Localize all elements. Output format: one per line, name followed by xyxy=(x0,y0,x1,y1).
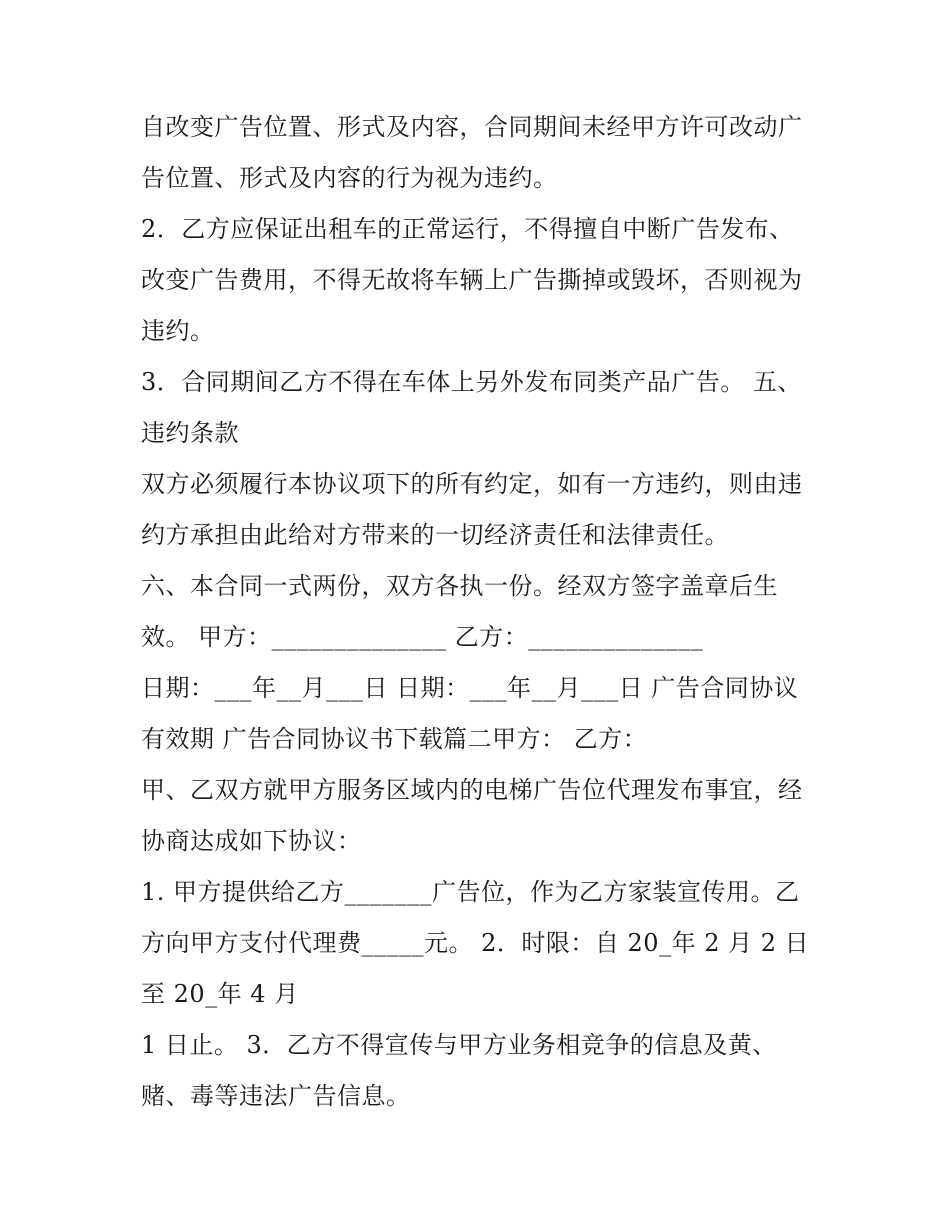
signature-line: 效。 甲方：______________ 乙方：______________ xyxy=(141,623,704,651)
text-line: 赌、毒等违法广告信息。 xyxy=(141,1082,411,1110)
text-line: 1 日止。 3．乙方不得宣传与甲方业务相竞争的信息及黄、 xyxy=(141,1031,777,1059)
text-line: 2．乙方应保证出租车的正常运行，不得擅自中断广告发布、 xyxy=(141,215,794,243)
section-heading: 违约条款 xyxy=(141,419,239,447)
text-line: 违约。 xyxy=(141,317,215,345)
text-line: 协商达成如下协议： xyxy=(141,827,362,855)
text-line: 至 20_年 4 月 xyxy=(141,980,299,1008)
text-line: 告位置、形式及内容的行为视为违约。 xyxy=(141,164,558,192)
text-line: 双方必须履行本协议项下的所有约定，如有一方违约，则由违 xyxy=(141,470,803,498)
text-line: 有效期 广告合同协议书下载篇二甲方： 乙方： xyxy=(141,725,648,753)
text-line: 自改变广告位置、形式及内容，合同期间未经甲方许可改动广 xyxy=(141,113,803,141)
text-line: 改变广告费用，不得无故将车辆上广告撕掉或毁坏，否则视为 xyxy=(141,266,803,294)
text-line: 约方承担由此给对方带来的一切经济责任和法律责任。 xyxy=(141,521,729,549)
text-line: 甲、乙双方就甲方服务区域内的电梯广告位代理发布事宜，经 xyxy=(141,776,803,804)
text-line: 1. 甲方提供给乙方_______广告位，作为乙方家装宣传用。乙 xyxy=(141,878,800,906)
text-line: 3．合同期间乙方不得在车体上另外发布同类产品广告。 五、 xyxy=(141,368,802,396)
text-line: 六、本合同一式两份，双方各执一份。经双方签字盖章后生 xyxy=(141,572,778,600)
text-line: 方向甲方支付代理费_____元。 2．时限：自 20_年 2 月 2 日 xyxy=(141,929,810,957)
date-line: 日期：___年__月___日 日期：___年__月___日 广告合同协议 xyxy=(141,674,799,702)
